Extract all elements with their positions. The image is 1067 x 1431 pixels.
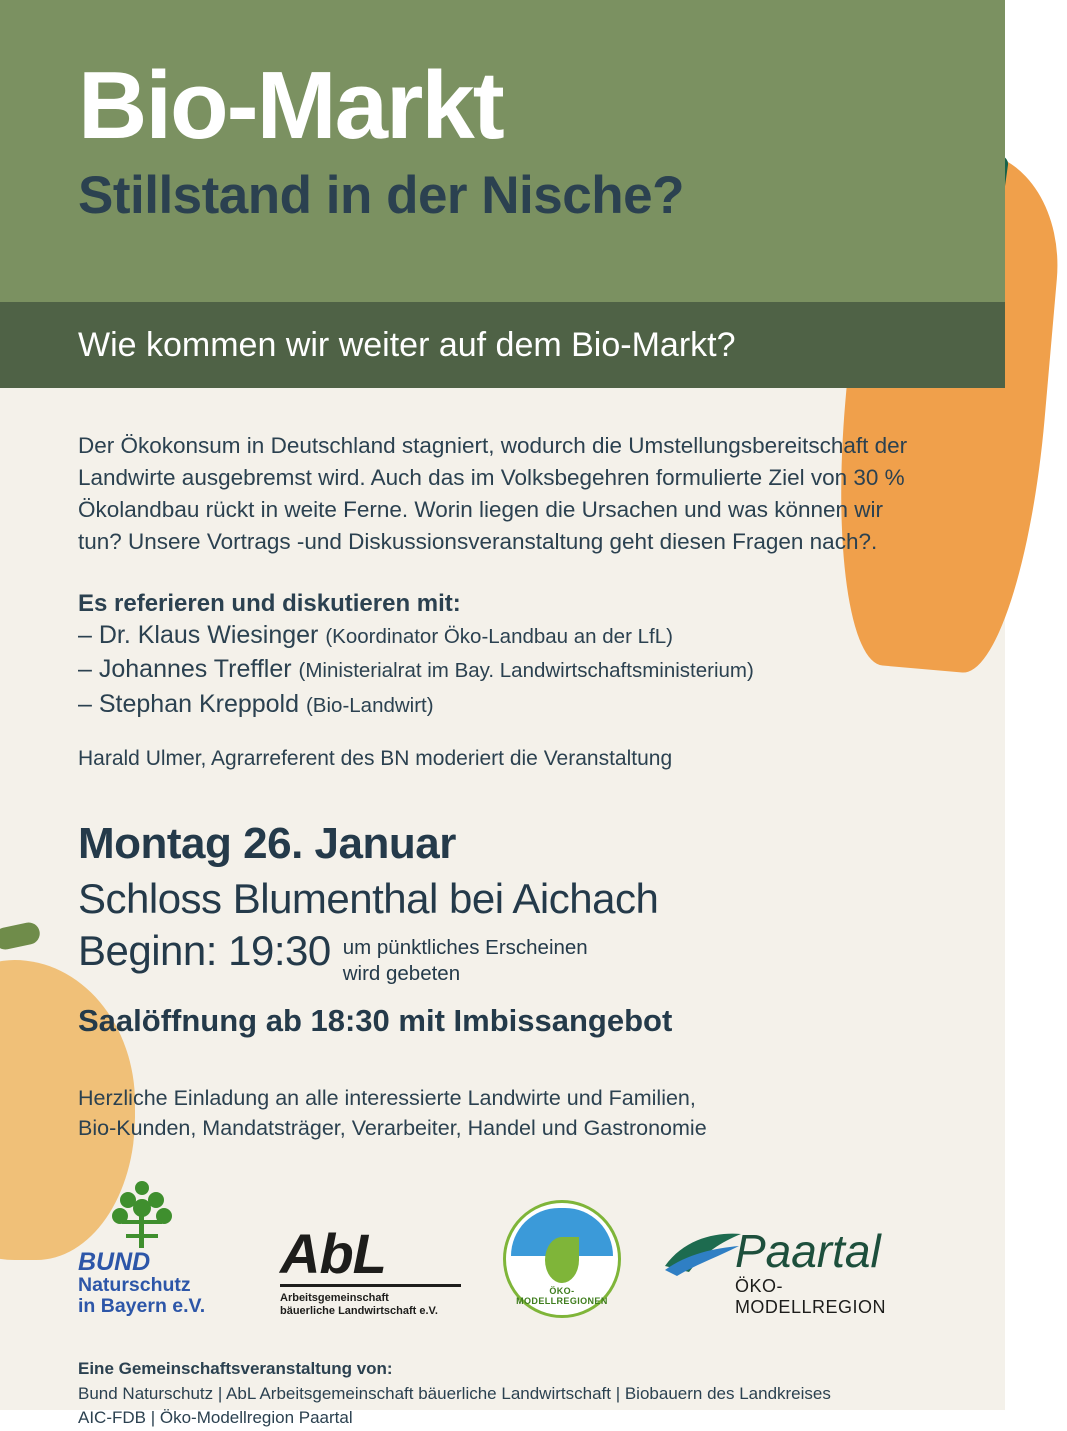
invitation-text (78, 1039, 927, 1144)
tree-icon (78, 1178, 238, 1250)
speaker-dash: – (78, 655, 92, 684)
banner-question-text: Wie kommen wir weiter auf dem Bio-Markt? (78, 325, 736, 364)
punctuality-note-line1: um pünktliches Erscheinen (342, 936, 588, 960)
speaker-name: Dr. Klaus Wiesinger (98, 620, 319, 649)
footer-line2: AIC-FDB | Öko-Modellregion Paartal (78, 1408, 353, 1428)
event-start-time: Beginn: 19:30 (78, 927, 331, 975)
banner-question-bar (0, 302, 1005, 388)
speaker-name: Johannes Treffler (98, 655, 292, 684)
seal-label: ÖKO-MODELLREGIONEN (516, 1286, 608, 1307)
invitation-line1: Herzliche Einladung an alle interessierte Landwirte und Familien, (78, 1085, 696, 1110)
paartal-logo-word: Paartal (734, 1225, 881, 1278)
speaker-role: (Ministerialrat im Bay. Landwirtschaftsministerium) (298, 659, 754, 683)
page-title: Bio-Markt (78, 52, 503, 159)
bund-logo-line3: in Bayern e.V. (78, 1295, 206, 1318)
paartal-leaf-icon (663, 1232, 743, 1276)
poster-footer (0, 1318, 1005, 1431)
page-subtitle: Stillstand in der Nische? (78, 166, 684, 225)
seal-icon (503, 1200, 621, 1318)
event-time-row (78, 923, 927, 986)
oeko-modellregionen-seal-logo (503, 1200, 621, 1318)
abl-logo-mark: AbL (280, 1226, 461, 1287)
logo-row (0, 1144, 1005, 1319)
invitation-line2: Bio-Kunden, Mandatsträger, Verarbeiter, Handel und Gastronomie (78, 1116, 707, 1141)
tree-icon-svg (78, 1178, 238, 1250)
poster-body (0, 388, 1005, 1144)
leaf-icon (545, 1237, 579, 1283)
abl-logo (280, 1221, 461, 1318)
speakers-heading: Es referieren und diskutieren mit: (78, 589, 461, 617)
speaker-role: (Koordinator Öko-Landbau an der LfL) (325, 624, 673, 648)
speaker-role: (Bio-Landwirt) (305, 693, 434, 717)
speaker-dash: – (78, 620, 92, 649)
doors-open-text: Saalöffnung ab 18:30 mit Imbissangebot (78, 1002, 673, 1038)
speaker-dash: – (78, 689, 92, 718)
list-item (78, 652, 927, 687)
event-venue: Schloss Blumenthal bei Aichach (78, 875, 659, 923)
paartal-logo-sub: ÖKO-MODELLREGION (734, 1276, 886, 1318)
punctuality-note (331, 927, 588, 986)
speakers-list (78, 618, 927, 722)
footer-line1: Bund Naturschutz | AbL Arbeitsgemeinschaft bäuerliche Landwirtschaft | Biobauern des Landkreises (78, 1383, 831, 1403)
punctuality-note-line2: wird gebeten (342, 961, 461, 985)
abl-logo-sub-line1: Arbeitsgemeinschaft (280, 1291, 389, 1304)
bund-naturschutz-logo (78, 1178, 238, 1319)
bund-logo-line1: BUND (78, 1247, 151, 1276)
list-item (78, 618, 927, 653)
intro-paragraph: Der Ökokonsum in Deutschland stagniert, wodurch die Umstellungsbereitschaft der Landwirte ausgebremst wird. Auch das im Volksbegehren formulierte Ziel von 30 % Ökolandbau rückt in weite Ferne. Worin liegen die Ursachen und was können wir tun? Unsere Vortrags -und Diskussionsveranstaltung geht diesen Fragen nach?. (78, 433, 908, 554)
moderator-text: Harald Ulmer, Agrarreferent des BN moderiert die Veranstaltung (78, 747, 673, 771)
abl-logo-sub-line2: bäuerliche Landwirtschaft e.V. (280, 1305, 438, 1317)
footer-heading: Eine Gemeinschaftsveranstaltung von: (78, 1359, 393, 1379)
event-date: Montag 26. Januar (78, 819, 456, 869)
list-item (78, 687, 927, 722)
bund-logo-line2: Naturschutz (78, 1273, 191, 1296)
poster-header (0, 0, 1005, 302)
paartal-logo (663, 1225, 927, 1318)
speaker-name: Stephan Kreppold (98, 689, 300, 718)
